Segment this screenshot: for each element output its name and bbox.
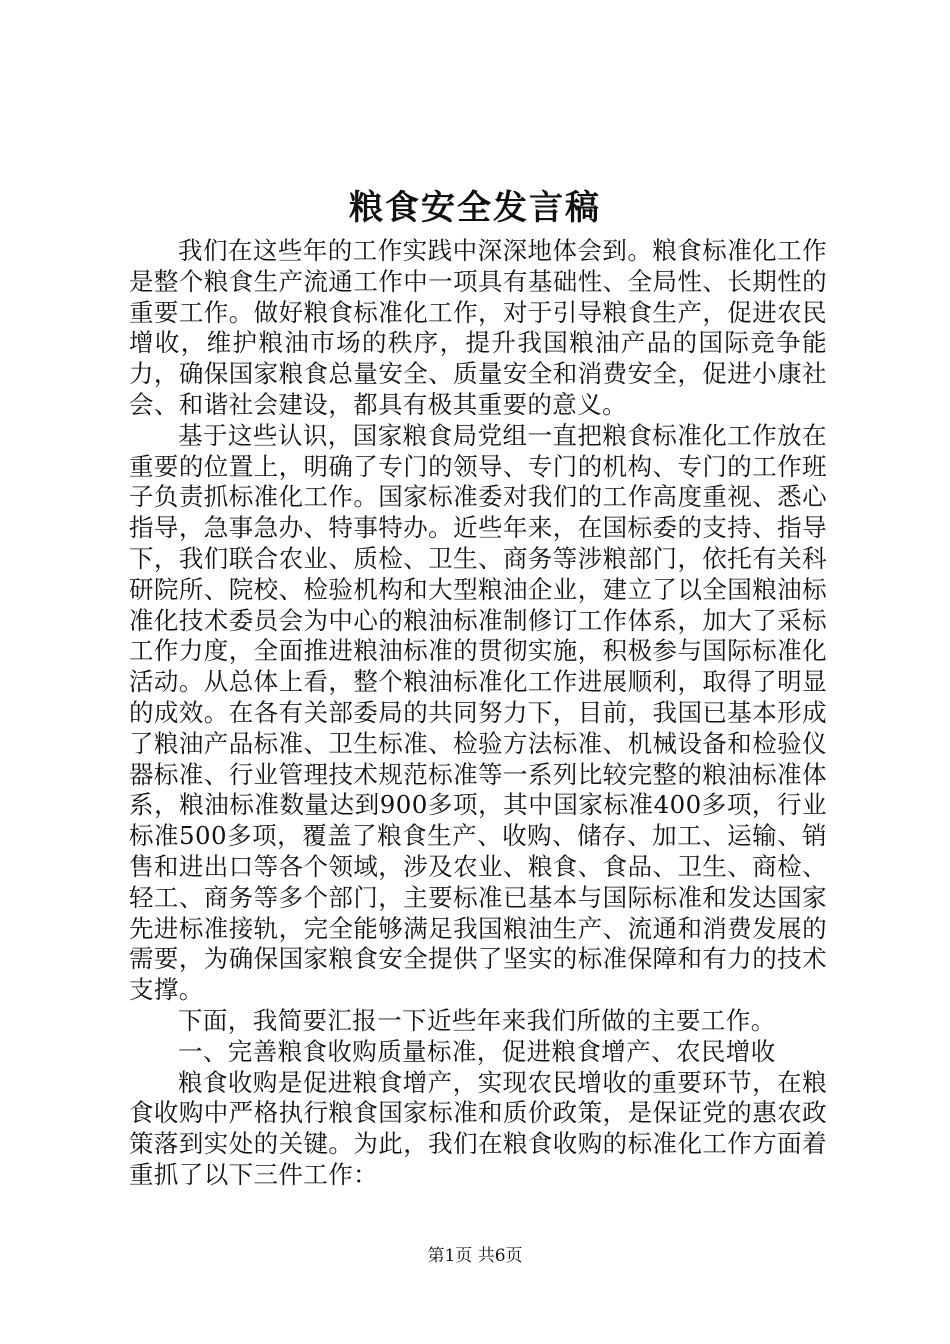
- paragraph-2: 基于这些认识，国家粮食局党组一直把粮食标准化工作放在重要的位置上，明确了专门的领导、专门的机构、专门的工作班子负责抓标准化工作。国家标准委对我们的工作高度重视、悉心指导，急事急办、特事特办。近些年来，在国标委的支持、指导下，我们联合农业、质检、卫生、商务等涉粮部门，依托有关科研院所、院校、检验机构和大型粮油企业，建立了以全国粮油标准化技术委员会为中心的粮油标准制修订工作体系，加大了采标工作力度，全面推进粮油标准的贯彻实施，积极参与国际标准化活动。从总体上看，整个粮油标准化工作进展顺利，取得了明显的成效。在各有关部委局的共同努力下，目前，我国已基本形成了粮油产品标准、卫生标准、检验方法标准、机械设备和检验仪器标准、行业管理技术规范标准等一系列比较完整的粮油标准体系，粮油标准数量达到900多项，其中国家标准400多项，行业标准500多项，覆盖了粮食生产、收购、储存、加工、运输、销售和进出口等各个领域，涉及农业、粮食、食品、卫生、商检、轻工、商务等多个部门，主要标准已基本与国际标准和发达国家先进标准接轨，完全能够满足我国粮油生产、流通和消费发展的需要，为确保国家粮食安全提供了坚实的标准保障和有力的技术支撑。: [129, 420, 827, 1005]
- document-body: [129, 236, 827, 1191]
- paragraph-3: 下面，我简要汇报一下近些年来我们所做的主要工作。: [178, 1005, 776, 1035]
- paragraph-4: 粮食收购是促进粮食增产，实现农民增收的重要环节，在粮食收购中严格执行粮食国家标准和质价政策，是保证党的惠农政策落到实处的关键。为此，我们在粮食收购的标准化工作方面着重抓了以下三件工作：: [129, 1067, 827, 1189]
- document-title: 粮食安全发言稿: [349, 188, 601, 228]
- page-footer: 第1页 共6页: [427, 1246, 523, 1266]
- section-heading-1: 一、完善粮食收购质量标准，促进粮食增产、农民增收: [178, 1036, 776, 1066]
- paragraph-1: 我们在这些年的工作实践中深深地体会到。粮食标准化工作是整个粮食生产流通工作中一项具有基础性、全局性、长期性的重要工作。做好粮食标准化工作，对于引导粮食生产，促进农民增收，维护粮油市场的秩序，提升我国粮油产品的国际竞争能力，确保国家粮食总量安全、质量安全和消费安全，促进小康社会、和谐社会建设，都具有极其重要的意义。: [129, 236, 827, 419]
